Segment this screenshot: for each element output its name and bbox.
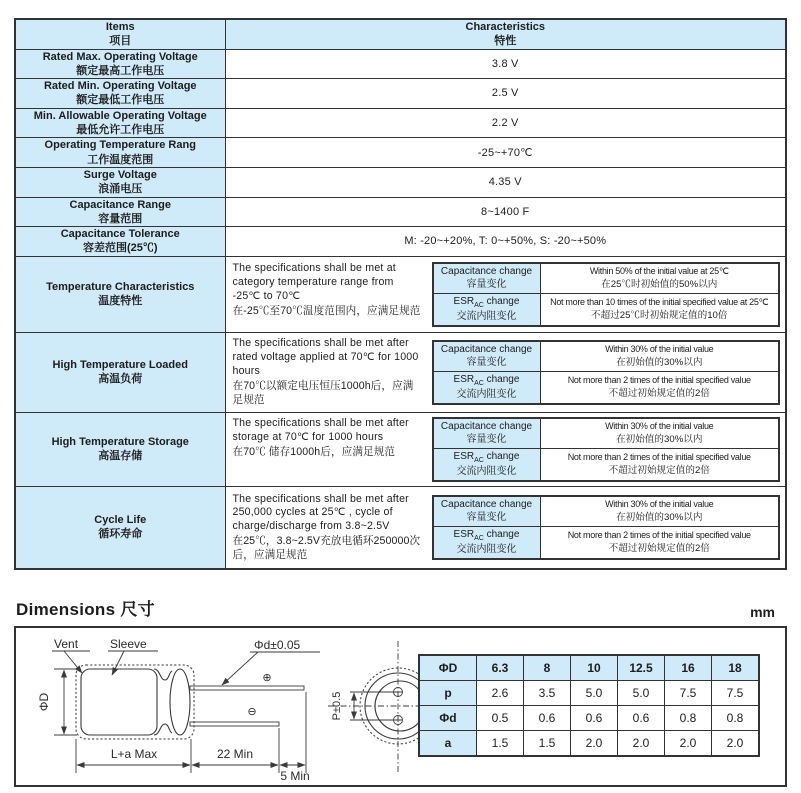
pitch-label: P±0.5 [331, 691, 343, 721]
esr-change-label: $ESR_{AC}$ change 交流内阻变化 [433, 293, 541, 325]
spec-header-items [15, 19, 225, 49]
esr-change-label: $ESR_{AC}$ change 交流内阻变化 [433, 448, 541, 480]
lead-length-label: 22 Min [216, 747, 254, 762]
criteria-table [432, 495, 781, 560]
characteristics-header-en: Characteristics [465, 21, 545, 33]
capacitor-side-view-drawing [24, 633, 324, 785]
row-value: 3.8 V [225, 49, 786, 79]
sleeve-outline [76, 665, 194, 739]
test-description: The specifications shall be met after 250,000 cycles at 25℃ , cycle of charge/discharge from 3.8~2.5V 在25℃，3.8~2.5V充放电循环250000次后，应满足规范 [232, 492, 421, 562]
lead-diameter-label: Φd±0.05 [254, 638, 301, 653]
esr-change-label: $ESR_{AC}$ change 交流内阻变化 [433, 371, 541, 403]
dim-row-a: a 1.5 1.5 2.0 2.0 2.0 2.0 [419, 731, 759, 757]
spec-row-capacitance-tolerance [15, 227, 786, 257]
spec-row-rated-min-voltage [15, 79, 786, 109]
negative-polarity-mark: ⊖ [247, 706, 257, 719]
dim-row-diameter: ΦD 6.3 8 10 12.5 16 18 [419, 655, 759, 681]
capacitance-change-value: Within 30% of the initial value 在初始值的30%以内 [540, 418, 779, 449]
row-label: Min. Allowable Operating Voltage 最低允许工作电压 [15, 108, 225, 138]
row-label: Surge Voltage 浪涌电压 [15, 167, 225, 197]
dim-row-label: a [419, 731, 477, 757]
spec-row-operating-temperature [15, 138, 786, 168]
characteristics-header-cn: 特性 [494, 35, 517, 48]
esr-change-label: $ESR_{AC}$ change 交流内阻变化 [433, 526, 541, 558]
esr-change-value: Not more than 2 times of the initial specified value 不超过初始规定值的2倍 [540, 448, 779, 480]
test-description: The specifications shall be met after storage at 70℃ for 1000 hours 在70℃ 储存1000h后，应满足规范 [232, 416, 409, 458]
spec-row-temperature-characteristics [15, 256, 786, 332]
test-description: The specifications shall be met at category temperature range from -25℃ to 70℃ 在-25℃至70℃温度范围内，应满足规范 [232, 261, 421, 317]
row-value: 2.5 V [225, 79, 786, 109]
negative-lead [190, 722, 279, 726]
items-header-cn: 项目 [109, 35, 132, 48]
spec-header-characteristics [225, 19, 786, 49]
capacitance-change-label: Capacitance change 容量变化 [433, 263, 541, 294]
criteria-table [432, 340, 781, 405]
row-value: M: -20~+20%, T: 0~+50%, S: -20~+50% [225, 227, 786, 257]
row-label: Operating Temperature Rang 工作温度范围 [15, 138, 225, 168]
criteria-table [432, 417, 781, 482]
dimensions-title: Dimensions 尺寸 [16, 600, 155, 620]
row-characteristics [225, 256, 786, 332]
spec-row-min-allowable-voltage [15, 108, 786, 138]
row-label: High Temperature Storage 高温存储 [15, 412, 225, 486]
spec-row-capacitance-range [15, 197, 786, 227]
capacitance-change-label: Capacitance change 容量变化 [433, 341, 541, 372]
row-label: High Temperature Loaded 高温负荷 [15, 332, 225, 412]
spec-row-rated-max-voltage [15, 49, 786, 79]
lead-tip-label: 5 Min [280, 769, 310, 784]
end-seal [170, 669, 190, 735]
positive-polarity-mark: ⊕ [262, 672, 272, 685]
test-description: The specifications shall be met after rated voltage applied at 70℃ for 1000 hours 在70℃以额定电压恒压1000h后，应满足规范 [232, 337, 419, 407]
capacitor-body [81, 669, 157, 735]
dim-row-pitch: p 2.6 3.5 5.0 5.0 7.5 7.5 [419, 681, 759, 706]
esr-change-value: Not more than 2 times of the initial specified value 不超过初始规定值的2倍 [540, 371, 779, 403]
dim-header-label: ΦD [419, 655, 477, 681]
row-label: Cycle Life 循环寿命 [15, 486, 225, 569]
unit-label: mm [750, 604, 775, 621]
spec-row-cycle-life [15, 486, 786, 569]
spec-header-row [15, 19, 786, 49]
items-header-en: Items [105, 21, 135, 33]
row-value: -25~+70℃ [225, 138, 786, 168]
esr-change-value: Not more than 10 times of the initial specified value at 25℃ 不超过25℃时初始规定值的10倍 [540, 293, 779, 325]
row-label: Temperature Characteristics 温度特性 [15, 256, 225, 332]
spec-row-high-temperature-storage [15, 412, 786, 486]
dim-row-label: Φd [419, 706, 477, 731]
row-value: 4.35 V [225, 167, 786, 197]
row-label: Rated Max. Operating Voltage 额定最高工作电压 [15, 49, 225, 79]
esr-change-value: Not more than 2 times of the initial specified value 不超过初始规定值的2倍 [540, 526, 779, 558]
row-label: Rated Min. Operating Voltage 额定最低工作电压 [15, 79, 225, 109]
row-characteristics [225, 486, 786, 569]
row-value: 8~1400 F [225, 197, 786, 227]
sleeve-label: Sleeve [110, 637, 147, 652]
capacitance-change-label: Capacitance change 容量变化 [433, 418, 541, 449]
capacitance-change-label: Capacitance change 容量变化 [433, 496, 541, 527]
criteria-table [432, 262, 781, 327]
body-diameter-label: ΦD [37, 693, 51, 712]
row-characteristics [225, 412, 786, 486]
capacitance-change-value: Within 30% of the initial value 在初始值的30%以内 [540, 496, 779, 527]
positive-lead [190, 686, 304, 690]
body-length-label: L+a Max [110, 747, 158, 762]
capacitance-change-value: Within 50% of the initial value at 25℃ 在25℃时初始值的50%以内 [540, 263, 779, 294]
vent-label: Vent [54, 637, 79, 652]
row-value: 2.2 V [225, 108, 786, 138]
row-characteristics [225, 332, 786, 412]
dimension-table [418, 654, 760, 757]
dim-row-label: p [419, 681, 477, 706]
row-label: Capacitance Tolerance 容差范围(25℃) [15, 227, 225, 257]
dim-row-lead-diameter: Φd 0.5 0.6 0.6 0.6 0.8 0.8 [419, 706, 759, 731]
spec-row-surge-voltage [15, 167, 786, 197]
spec-row-high-temperature-loaded [15, 332, 786, 412]
row-label: Capacitance Range 容量范围 [15, 197, 225, 227]
capacitance-change-value: Within 30% of the initial value 在初始值的30%以内 [540, 341, 779, 372]
dimensions-panel [14, 626, 787, 787]
spec-table [14, 18, 787, 570]
